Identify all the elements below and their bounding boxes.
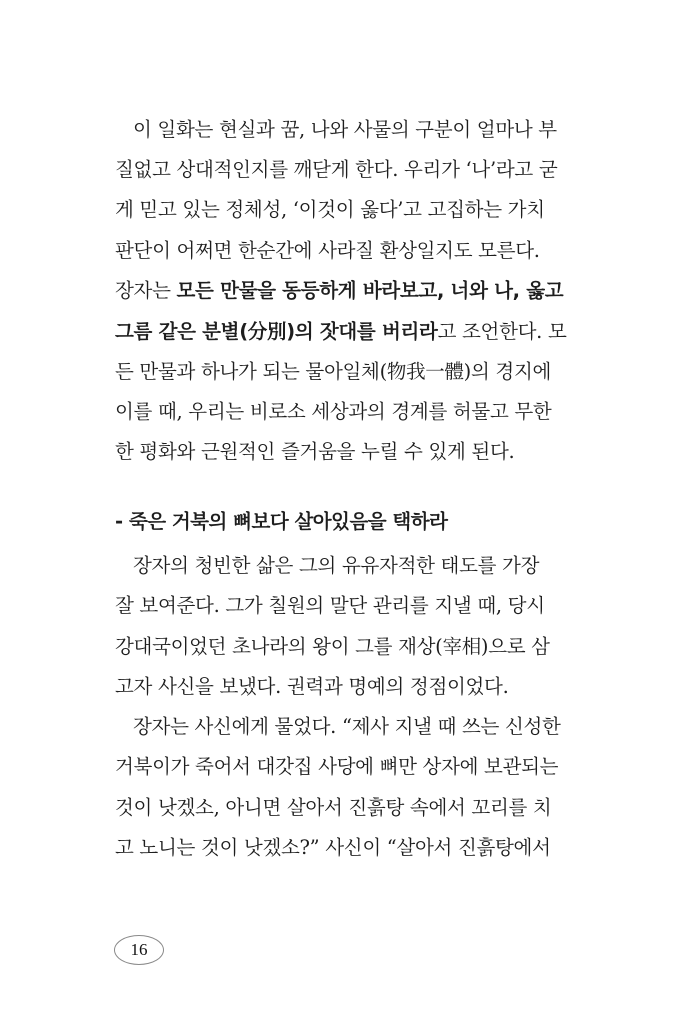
page-number-badge (114, 935, 164, 965)
paragraph-1-line-9: 한 평화와 근원적인 즐거움을 누릴 수 있게 된다. (115, 440, 515, 463)
paragraph-2-line-4: 고자 사신을 보냈다. 권력과 명예의 정점이었다. (115, 675, 509, 698)
paragraph-3-line-2: 거북이가 죽어서 대갓집 사당에 뼈만 상자에 보관되는 (115, 755, 559, 778)
line-text: 장자는 사신에게 물었다. “제사 지낼 때 쓰는 신성한 (133, 715, 561, 738)
paragraph-1-line-5 (115, 277, 564, 305)
paragraph-1-line-1 (115, 116, 557, 144)
paragraph-1-line-2: 질없고 상대적인지를 깨닫게 한다. 우리가 ‘나’라고 굳 (115, 158, 558, 181)
line-text: 이 일화는 현실과 꿈, 나와 사물의 구분이 얼마나 부 (133, 118, 557, 141)
line-text: 장자의 청빈한 삶은 그의 유유자적한 태도를 가장 (133, 554, 540, 577)
line-text: 장자는 (115, 279, 177, 302)
emphasis-text: 모든 만물을 동등하게 바라보고, 너와 나, 옳고 (176, 279, 564, 302)
paragraph-3-line-4: 고 노니는 것이 낫겠소?” 사신이 “살아서 진흙탕에서 (115, 836, 551, 859)
paragraph-3-line-1 (115, 713, 561, 741)
paragraph-1-line-4: 판단이 어쩌면 한순간에 사라질 환상일지도 모른다. (115, 239, 540, 262)
paragraph-1-line-7: 든 만물과 하나가 되는 물아일체(物我一體)의 경지에 (115, 360, 552, 383)
line-text: 고 조언한다. 모 (437, 320, 567, 343)
emphasis-text: 그름 같은 분별(分別)의 잣대를 버리라 (115, 320, 438, 343)
section-heading: - 죽은 거북의 뼈보다 살아있음을 택하라 (115, 510, 448, 533)
paragraph-2-line-3: 강대국이었던 초나라의 왕이 그를 재상(宰相)으로 삼 (115, 635, 550, 658)
book-page (115, 0, 567, 1024)
paragraph-1-line-8: 이를 때, 우리는 비로소 세상과의 경계를 허물고 무한 (115, 400, 552, 423)
paragraph-3-line-3: 것이 낫겠소, 아니면 살아서 진흙탕 속에서 꼬리를 치 (115, 796, 552, 819)
paragraph-1-line-6 (115, 318, 567, 346)
paragraph-2-line-1 (115, 552, 539, 580)
paragraph-1-line-3: 게 믿고 있는 정체성, ‘이것이 옳다’고 고집하는 가치 (115, 198, 545, 221)
paragraph-2-line-2: 잘 보여준다. 그가 칠원의 말단 관리를 지낼 때, 당시 (115, 594, 545, 617)
page-number: 16 (130, 940, 148, 959)
